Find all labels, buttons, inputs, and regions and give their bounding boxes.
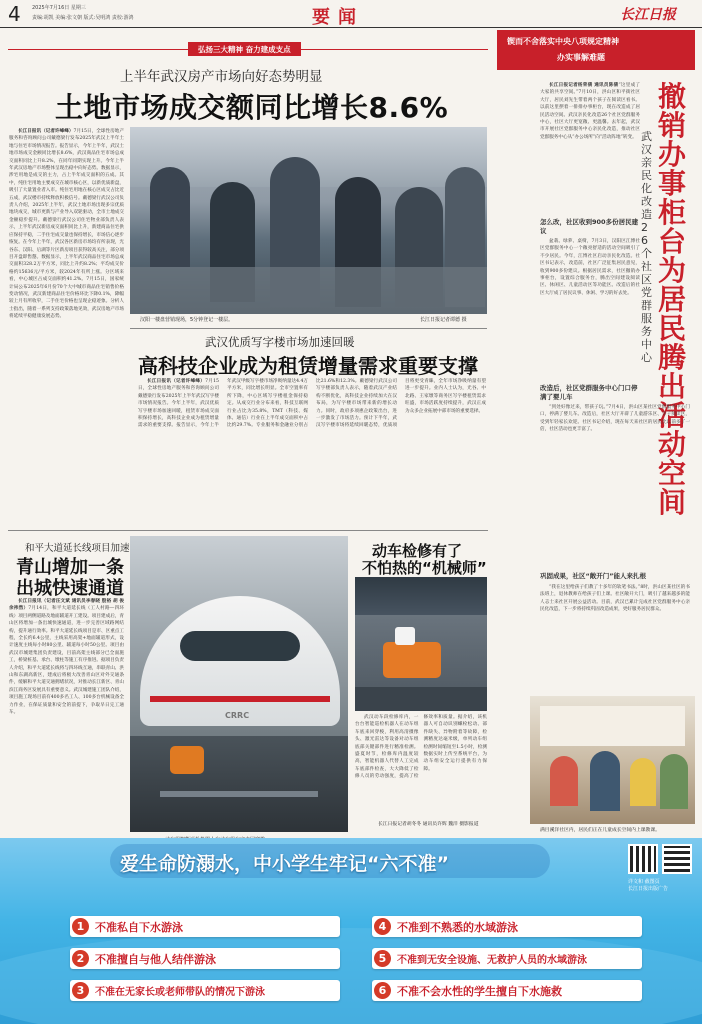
right-subhead-2: 改造后，社区党群服务中心门口停满了婴儿车 [540, 384, 638, 401]
rail-byline: 长江日报讯（记者汪文斌 通讯员李春晓 殷裕 胡 俊 余祎然） [9, 599, 124, 612]
rule-text: 不准到无安全设施、无救护人员的水域游泳 [397, 955, 587, 966]
rail-overline: 和平大道延长线项目加速 [25, 543, 130, 554]
rule-number: 1 [72, 918, 89, 935]
rental-text: 7月15日，全球性房地产服务和咨询顾问公司戴德梁行发布2025年上半年武汉写字楼市场情况报告。今年上半年，武汉优质写字楼市场加速回暖，租赁市场成交面积保持增长，高科技企业成为租赁增量需求的重要支撑。报告显示，今年上半年武汉甲级写字楼市场净吸纳量达4.4万平方米，同比增长明显。全市空置率有所下降，中心区域写字楼租金保持稳定。从成交行业分布来看，科技互联网行业占比为35.8%，TMT（科技、媒体、通信）行业在上半年成交面积中占比约29.7%。专业服务和金融业分别占比21.6%和12.3%。戴德梁行武汉公司写字楼部负责人表示，随着武汉产业结构不断优化，高科技企业持续加大在汉布局，为写字楼市场带来新的增长动力。同时，政府多项惠企政策出台，进一步激发了市场活力。预计下半年，武汉写字楼市场将延续回暖态势，优质项目将更受青睐，全年市场净吸纳量有望进一步提升。业内人士认为，光谷、中北路、王家墩等商务区写字楼租赁需求旺盛，市场活跃度持续提升，武汉正成为众多企业拓展中部市场的重要选择。 [138, 379, 486, 429]
right-banner [497, 30, 695, 70]
right-body-1-text: 盆栽、绿萝、桌椅，7月3日，汉阳区江博社区党群服务中心一个敞亮舒适的活动空间吸引了不少居民。今年，江博社区启动亲民化改造。社区书记表示，改造前，社区广泛征集居民意见，收到900多份建议。根据居民需求，社区撤销办事柜台，设置综合服务台，腾出空间建设阅读区、休闲区、儿童活动区等功能区。改造后的社区大厅成了居民议事、休闲、学习的好去处。 [540, 239, 640, 296]
robot-text: 武汉动车段检修库内，一台台智能巡检机器人在动车组车底来回穿梭，利用高清摄像头、激光雷达等设备对动车组底部关键部件进行精准检测。盛夏时节，检修库内温度较高，智能机器人代替人工完成车底部件检查，大大降低了检修人员的劳动强度，提高了检修效率和质量。据介绍，该机器人可自动识别螺栓松动、部件缺失、异物附着等故障，检测精度达毫米级，单列动车组检测时间缩短至1.5小时，检测数据实时上传至系统平台，为动车组安全运行提供有力保障。 [355, 715, 487, 780]
qr-code-2 [662, 844, 692, 874]
rule-text: 不准在无家长或老师带队的情况下游泳 [95, 987, 265, 998]
rule-item-3 [70, 980, 340, 1001]
rule-text: 不准不会水性的学生擅自下水施救 [397, 984, 562, 998]
right-body-2-text: “到处好像过来，带孩子玩。”7月4日，洪山区某社区党群服务中心门口，停满了婴儿车。改造后，社区大厅开辟了儿童游乐区、亲子阅读区，受到年轻家长欢迎。社区书记介绍，现在每天来社区的居民比以前多了一倍，社区活动也更丰富了。 [540, 405, 690, 433]
section-divider [8, 530, 488, 531]
qr-label-2: 长江日报出版广告 [628, 886, 669, 892]
rental-overline: 武汉优质写字楼市场加速回暖 [205, 335, 355, 349]
right-photo [530, 696, 695, 824]
housing-caption: 汉阳一楼盘营销现场，5分钟登记一楼层。 [140, 317, 234, 323]
right-body-1 [540, 238, 640, 383]
rule-number: 6 [374, 982, 391, 999]
rule-text: 不准到不熟悉的水域游泳 [397, 920, 518, 934]
housing-headline: 土地市场成交额同比增长8.6% [55, 91, 449, 124]
rule-number: 2 [72, 950, 89, 967]
housing-overline: 上半年武汉房产市场向好态势明显 [120, 69, 323, 85]
rail-body [9, 598, 124, 824]
right-caption: 满目溪洋社区内，居民们正在儿童成长空间内上课教课。 [540, 828, 660, 833]
column-banner: 弘扬三大精神 奋力建成支点 [188, 42, 301, 56]
robot-credit: 长江日报记者胡冬冬 通讯员许辉 魏洋 摄影报道 [378, 822, 479, 827]
rule-number: 5 [374, 950, 391, 967]
rule-number: 4 [374, 918, 391, 935]
housing-text: 7月15日，全球性房地产服务和咨询顾问公司戴德梁行发布2025年武汉上半年土地与住宅市场情况报告。报告显示，今年上半年，武汉土地市场成交金额同比增长8.6%，武汉商品住宅市场总成交面积同比上升8.2%，在同年同期实现上升。今年上半年武汉房地产市场整体呈现出稳中向好态势。数据显示，涉宅用地是成交的主力，占上半年成交面积的五成。其中，纯住宅用地主要成交在城市核心区，以新优质新盘，吸引了大量置业者入市。纯住宅用地在核心区成交占比近五成，武汉楼市持续释放积极信号。戴德梁行武汉公司负责人介绍，2025年上半年，武汉土地市场出现多宗优质地块成交，城市更新与产业导入双轮驱动，全市土地成交金额稳步提升。戴德梁行武汉公司住宅物业部负责人表示，上半年武汉新房成交面积同比上升，新建商品住宅供应保持平稳，二手住宅成交量也保持增长，市场信心逐步恢复。在今年上半年，武汉各区新房市场均有所表现，光谷东、汉阳、后湖等片区新房项目获得较高关注，部分项目开盘即售罄。数据显示，上半年武汉商品住宅市场总成交面积328.2万平方米，同比上升约8.2%；平均成交价格约15636元/平方米，较2024年有所上涨。分区域来看，中心城区占成交面积约41.2%。7月15日，国家统计局公布2025年6月份70个大中城市商品住宅销售价格变动情况，武汉新建商品住宅价格环比下降0.1%，降幅较上月有所收窄，二手住宅价格也呈现企稳迹象。分析人士指出，随着一系列支持政策落地见效，武汉房地产市场将延续平稳健康发展态势。 [9, 129, 124, 320]
rule-item-5 [372, 948, 642, 969]
right-banner-line2: 办实事解难题 [557, 53, 605, 62]
qr-label: 详文和 截图页 [628, 879, 660, 885]
rental-body [138, 378, 486, 528]
rental-headline: 高科技企业成为租赁增量需求重要支撑 [138, 354, 478, 378]
poster-title: 爱生命防溺水，中小学生牢记“六不准” [120, 853, 449, 875]
rail-headline-2: 出城快速通道 [16, 578, 124, 599]
train-photo [130, 536, 348, 832]
right-headline: 撤销办事柜台为居民腾出活动空间 [658, 80, 687, 519]
right-subhead-1: 怎么改，社区收到900多份居民建议 [540, 218, 639, 235]
rule-number: 3 [72, 982, 89, 999]
header-editors: 责编:胡凯 美编:张文朝 版式:吴明鸿 责校:游鸿 [32, 15, 134, 21]
robot-body [355, 714, 487, 816]
safety-poster [0, 838, 702, 1024]
qr-code [628, 844, 658, 874]
train-logo: CRRC [225, 711, 250, 720]
housing-byline: 长江日报讯（记者许峰峰） [18, 129, 74, 134]
housing-body [9, 128, 124, 528]
robot-headline-2: 不怕热的“机械师” [362, 559, 487, 577]
page-header [0, 0, 702, 28]
right-intro-text: “这里成了大家的共享空间。”7月10日，洪山区和平街社区大厅，居民刘先生带着两个孩子在阅读区看书。以前这里摆着一排排办事柜台，现在改造成了居民活动空间。武汉亲民化改造26个社区党群服务中心，社区大厅更宽敞、更温馨。去年起，武汉市开展社区党群服务中心亲民化改造，推动社区党群服务中心从“办公场所”向“活动阵地”转变。 [540, 83, 640, 140]
rule-item-1 [70, 916, 340, 937]
right-body-3-text: “我在这里给孩子们教了十多年的软笔书法。”8时，洪山区某社区的书法班上，退休教师在给孩子们上课。社区敞开大门，吸引了越来越多的能人志士来社区开展公益活动。目前，武汉已累计完成社区党群服务中心亲民化改造，下一步将持续巩固改造成果，更好服务居民群众。 [540, 585, 690, 613]
right-banner-line1: 锲而不舍落实中央八项规定精神 [507, 37, 619, 46]
right-body-2 [540, 404, 690, 564]
header-date: 2025年7月16日 星期三 [32, 5, 86, 11]
page-number: 4 [8, 2, 21, 26]
rail-headline-1: 青山增加一条 [16, 557, 124, 578]
robot-photo [355, 577, 487, 711]
rule-text: 不准私自下水游泳 [95, 920, 183, 934]
rail-text: 7月14日，和平大道延长线（工人村路—四环线）项目两侧道路及地面辅道开工建设。项目建成后，青山区将增加一条出城快速通道，进一步完善区域路网结构，提升通行效率。和平大道延长线项目是市、区重点工程，全长约6.4公里，主线采用高架+地面辅道形式，设计速度主线每小时80公里、辅道每小时50公里。项目由武汉市城建集团负责建设，目前高架主线部分已全面施工，桥梁桩基、承台、墩柱等施工有序推进。据项目负责人介绍，和平大道延长线将与四环线互通，串联青山、洪山和东湖高新区，建成后将极大改善青山区对外交通条件，缓解和平大道交通拥堵状况，对推动长江新区、青山滨江商务区发展具有重要意义。武汉城建施工团队介绍，项目施工现场目前有400多名工人、100多台机械设备全力作业，在保证质量和安全的前提下，争取早日完工通车。 [9, 606, 124, 716]
rule-item-6 [372, 980, 642, 1001]
rental-rule [130, 328, 487, 329]
rule-item-4 [372, 916, 642, 937]
rule-text: 不准擅自与他人结伴游泳 [95, 952, 216, 966]
section-title: 要闻 [312, 7, 364, 28]
right-byline: 长江日报记者杨荣倩 通讯员陈倩 [549, 83, 619, 88]
robot-headline-1: 动车检修有了 [372, 542, 463, 560]
rule-item-2 [70, 948, 340, 969]
right-intro [540, 82, 640, 215]
right-subhead-3: 巩固成果，社区“敞开门”能人来扎根 [540, 572, 647, 580]
right-subtitle: 武汉亲民化改造26个社区党群服务中心 [641, 130, 652, 364]
newspaper-logo: 长江日报 [620, 7, 676, 23]
rental-byline: 长江日报讯（记者许峰峰） [147, 379, 206, 384]
housing-credit: 长江日报记者谭德 摄 [420, 317, 467, 323]
right-body-3 [540, 584, 690, 692]
housing-photo [130, 127, 487, 314]
